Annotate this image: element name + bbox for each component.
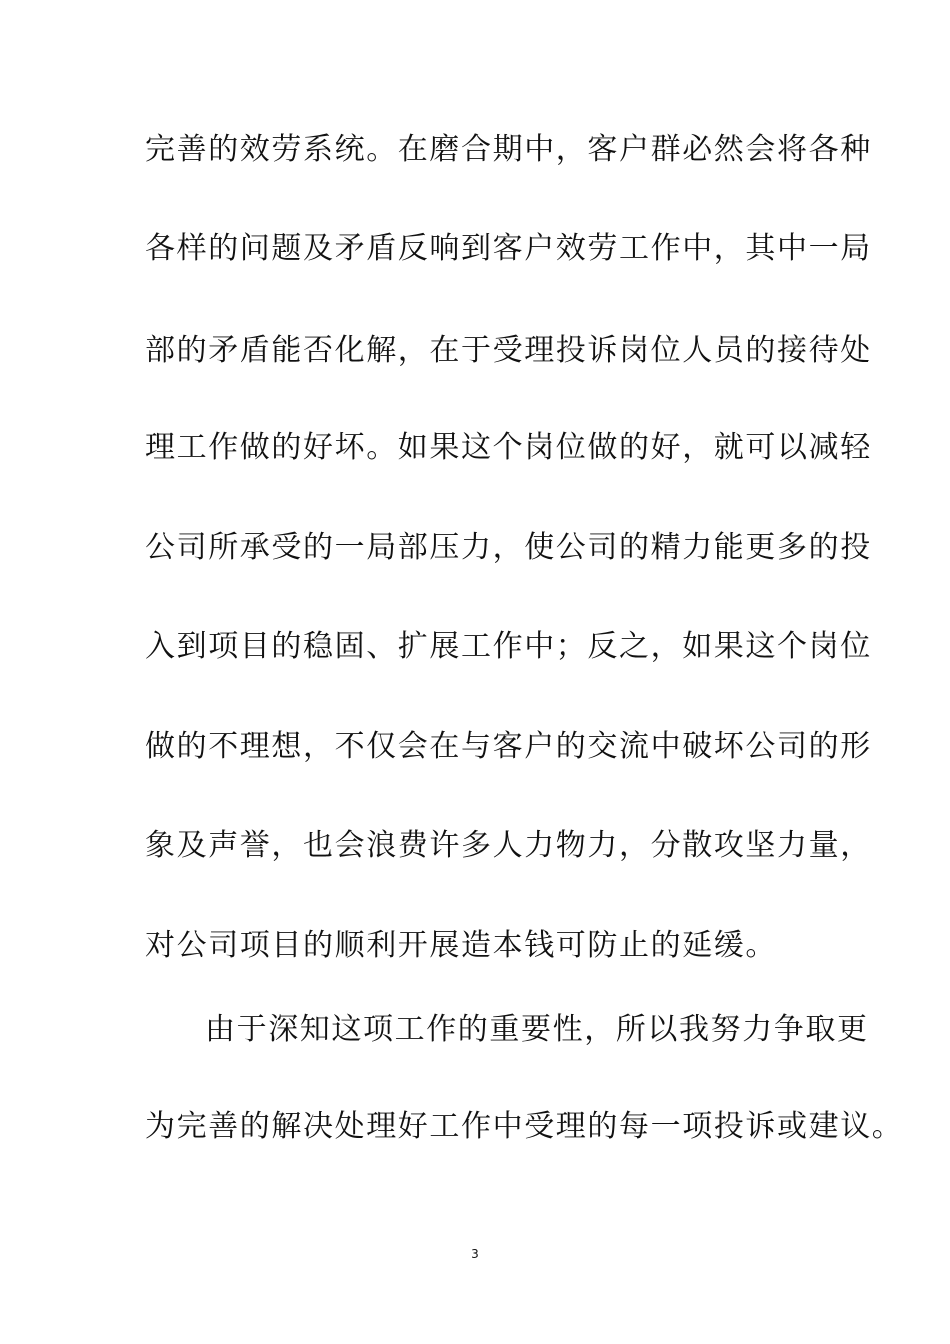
text-line: 象及声誉，也会浪费许多人力物力，分散攻坚力量， <box>145 828 872 863</box>
text-line: 公司所承受的一局部压力，使公司的精力能更多的投 <box>145 530 872 565</box>
text-line: 理工作做的好坏。如果这个岗位做的好，就可以减轻 <box>145 430 872 465</box>
text-line: 做的不理想，不仅会在与客户的交流中破坏公司的形 <box>145 729 872 764</box>
text-line: 各样的问题及矛盾反响到客户效劳工作中，其中一局 <box>145 231 872 266</box>
text-line: 为完善的解决处理好工作中受理的每一项投诉或建议。 <box>145 1109 904 1144</box>
text-line: 入到项目的稳固、扩展工作中；反之，如果这个岗位 <box>145 629 872 664</box>
page-number: 3 <box>471 1247 479 1261</box>
text-line: 部的矛盾能否化解，在于受理投诉岗位人员的接待处 <box>145 333 872 368</box>
text-line: 对公司项目的顺利开展造本钱可防止的延缓。 <box>145 928 777 963</box>
paragraph-first-line: 由于深知这项工作的重要性，所以我努力争取更 <box>205 1012 869 1047</box>
text-line: 完善的效劳系统。在磨合期中，客户群必然会将各种 <box>145 132 872 167</box>
